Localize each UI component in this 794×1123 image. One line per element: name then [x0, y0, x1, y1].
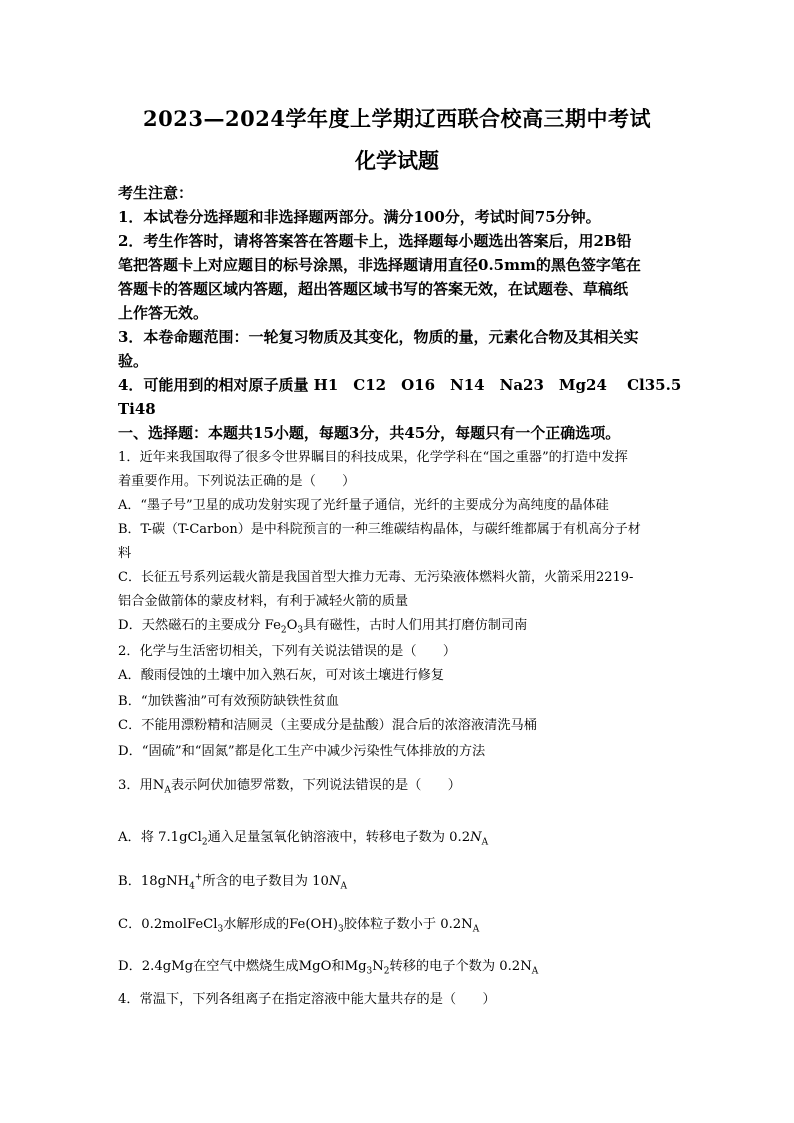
section-heading: 一、选择题：本题共15小题，每题3分，共45分，每题只有一个正确选项。 — [118, 424, 621, 442]
q2-stem: 2．化学与生活密切相关，下列有关说法错误的是（ ） — [118, 644, 457, 659]
q3-option-d: D．2.4gMg在空气中燃烧生成MgO和$Mg_3N_2$转移的电子个数为 $0.2N_A$ — [118, 959, 539, 977]
notice-item-3-line-2: 验。 — [118, 352, 149, 370]
q1-stem-line-1: 1．近年来我国取得了很多令世界瞩目的科技成果，化学学科在“国之重器”的打造中发挥 — [118, 450, 628, 465]
notice-item-1: 1．本试卷分选择题和非选择题两部分。满分100分，考试时间75分钟。 — [118, 208, 601, 226]
q3-option-b: B．18gNH$_4$+所含的电子数目为 $10N_A$ — [118, 872, 347, 892]
q1-option-b-line-2: 料 — [118, 546, 132, 561]
notice-item-3-line-1: 3．本卷命题范围：一轮复习物质及其变化，物质的量，元素化合物及其相关实 — [118, 328, 639, 346]
notice-item-2-line-4: 上作答无效。 — [118, 304, 209, 322]
q2-option-c: C．不能用漂粉精和洁厕灵（主要成分是盐酸）混合后的浓溶液清洗马桶 — [118, 718, 537, 733]
notice-item-2-line-1: 2．考生作答时，请将答案答在答题卡上，选择题每小题选出答案后，用2B铅 — [118, 232, 632, 250]
notice-item-2-line-3: 答题卡的答题区域内答题，超出答题区域书写的答案无效，在试题卷、草稿纸 — [118, 280, 629, 298]
q1-option-c-line-2: 铝合金做箭体的蒙皮材料，有利于减轻火箭的质量 — [118, 594, 409, 609]
notice-item-2-line-2: 笔把答题卡上对应题目的标号涂黑，非选择题请用直径0.5mm的黑色签字笔在 — [118, 256, 641, 274]
q1-option-c-line-1: C．长征五号系列运载火箭是我国首型大推力无毒、无污染液体燃料火箭，火箭采用2219- — [118, 570, 634, 585]
exam-subtitle: 化学试题 — [355, 148, 439, 173]
notice-item-4-line-1: 4．可能用到的相对原子质量 H1 C12 O16 N14 Na23 Mg24 Cl35.5 — [118, 376, 682, 394]
q3-option-a: A．将 7.1gCl$_2$通入足量氢氧化钠溶液中，转移电子数为 $0.2N_A$ — [118, 830, 489, 848]
q1-option-b-line-1: B．T-碳（T-Carbon）是中科院预言的一种三维碳结构晶体，与碳纤维都属于有机高分子材 — [118, 522, 641, 537]
q2-option-a: A．酸雨侵蚀的土壤中加入熟石灰，可对该土壤进行修复 — [118, 668, 445, 683]
q1-stem-line-2: 着重要作用。下列说法正确的是（ ） — [118, 474, 356, 489]
q3-option-c: C．0.2molFeCl$_3$水解形成的$Fe(OH)_3$胶体粒子数小于 $0.2N_A$ — [118, 917, 480, 935]
q2-option-b: B．“加铁酱油”可有效预防缺铁性贫血 — [118, 694, 339, 709]
exam-title: 2023—2024学年度上学期辽西联合校高三期中考试 — [143, 106, 651, 131]
notice-heading: 考生注意： — [118, 184, 194, 202]
q2-option-d: D．“固硫”和“固氮”都是化工生产中减少污染性气体排放的方法 — [118, 744, 486, 759]
notice-item-4-line-2: Ti48 — [118, 400, 156, 418]
q1-option-a: A．“墨子号”卫星的成功发射实现了光纤量子通信，光纤的主要成分为高纯度的晶体硅 — [118, 498, 609, 513]
q4-stem: 4．常温下，下列各组离子在指定溶液中能大量共存的是（ ） — [118, 992, 496, 1007]
q3-stem: 3．用$N_A$表示阿伏加德罗常数，下列说法错误的是（ ） — [118, 778, 461, 796]
q1-option-d: D．天然磁石的主要成分 $Fe_2O_3$具有磁性，古时人们用其打磨仿制司南 — [118, 618, 528, 636]
